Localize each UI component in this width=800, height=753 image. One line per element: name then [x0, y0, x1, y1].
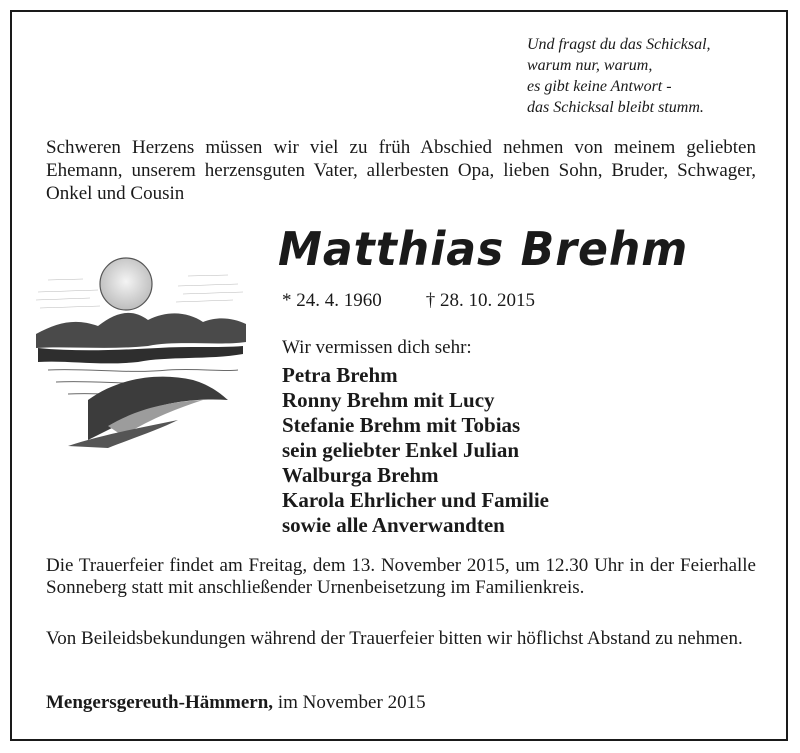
mountain-ridge — [36, 313, 246, 348]
sun-icon — [100, 258, 152, 310]
miss-heading: Wir vermissen dich sehr: — [282, 337, 472, 358]
place-and-date — [46, 692, 426, 714]
place-name: Mengersgereuth-Hämmern, — [46, 692, 274, 713]
family-member: sein geliebter Enkel Julian — [282, 438, 520, 462]
birth-date: * 24. 4. 1960 — [282, 290, 382, 311]
sun-landscape-illustration — [28, 250, 253, 450]
mountain-shadow — [38, 346, 243, 363]
poem-line: warum nur, warum, — [527, 57, 653, 74]
ceremony-text: Die Trauerfeier findet am Freitag, dem 13. November 2015, um 12.30 Uhr in der Feierhalle Sonneberg statt mit anschließender Urnenbeisetzung im Familienkreis. — [46, 555, 756, 598]
death-date: † 28. 10. 2015 — [425, 290, 535, 311]
family-member: Karola Ehrlicher und Familie — [282, 488, 549, 512]
family-member: Walburga Brehm — [282, 463, 439, 487]
poem-line: das Schicksal bleibt stumm. — [527, 99, 704, 116]
poem-line: Und fragst du das Schicksal, — [527, 36, 711, 53]
life-dates — [282, 290, 535, 312]
family-member: Ronny Brehm mit Lucy — [282, 388, 495, 412]
family-member: Petra Brehm — [282, 363, 398, 387]
intro-text: Schweren Herzens müssen wir viel zu früh Abschied nehmen von meinem geliebten Ehemann, unserem herzensguten Vater, allerbesten Opa, lieben Sohn, Bruder, Schwager, Onkel und Cousin — [46, 137, 756, 204]
condolence-text: Von Beileidsbekundungen während der Trauerfeier bitten wir höflichst Abstand zu nehmen. — [46, 628, 743, 649]
poem — [527, 34, 777, 118]
publication-date: im November 2015 — [273, 692, 426, 713]
poem-line: es gibt keine Antwort - — [527, 78, 672, 95]
family-list — [282, 363, 549, 538]
deceased-name: Matthias Brehm — [278, 222, 689, 276]
family-member: Stefanie Brehm mit Tobias — [282, 413, 521, 437]
family-member: sowie alle Anverwandten — [282, 513, 505, 537]
